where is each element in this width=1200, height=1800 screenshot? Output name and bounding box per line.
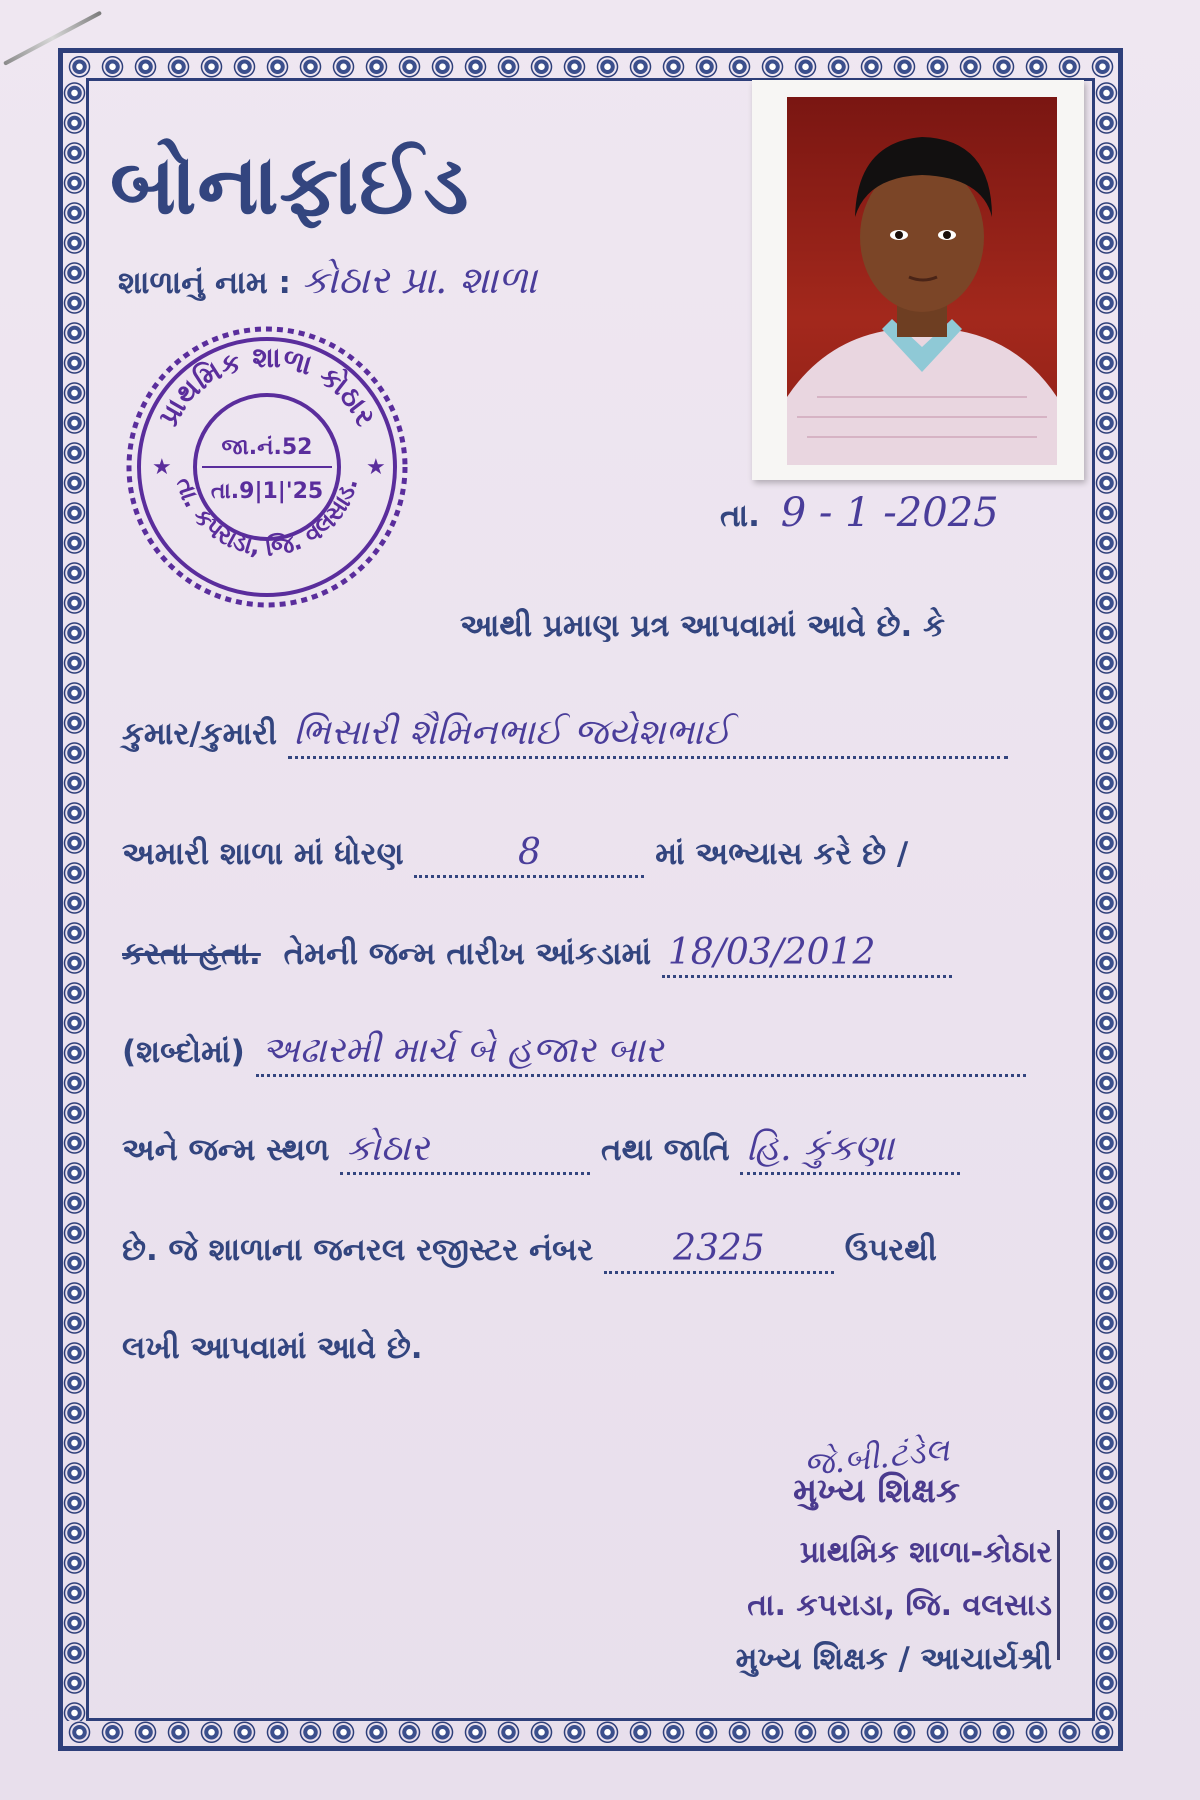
date-value: 9 - 1 -2025 (780, 490, 999, 536)
standard-row (122, 832, 908, 878)
signatory-location: તા. કપરાડા, જિ. વલસાડ (747, 1588, 1052, 1623)
caste-value: હિ. કુંકણા (740, 1128, 960, 1175)
school-stamp (122, 322, 412, 612)
studied-struck-text: કરતા હતા. (122, 936, 261, 972)
standard-suffix: માં અભ્યાસ કરે છે / (655, 836, 909, 872)
signatory-school: પ્રાથમિક શાળા-કોઠાર (799, 1535, 1052, 1570)
date-label: તા. (720, 498, 760, 534)
dob-value: 18/03/2012 (662, 932, 952, 978)
school-name-row (118, 258, 537, 303)
certificate-title: બોનાફાઈડ (110, 138, 470, 233)
stamp-star-left: ★ (152, 455, 172, 480)
birthplace-value: કોઠાર (340, 1128, 590, 1175)
birthplace-row (122, 1128, 960, 1175)
stamp-date: તા.9|1|'25 (210, 479, 324, 504)
dob-words-value: અઢારમી માર્ચ બે હજાર બાર (256, 1030, 1026, 1077)
register-suffix: ઉપરથી (844, 1232, 937, 1268)
student-name: ભિસારી શૈમિનભાઈ જયેશભાઈ (288, 712, 1008, 759)
stamp-star-right: ★ (366, 455, 386, 480)
stamp-seal (122, 322, 412, 612)
school-name-value: કોઠાર પ્રા. શાળા (301, 258, 537, 302)
student-label: કુમાર/કુમારી (122, 716, 277, 752)
signature-area (793, 1430, 960, 1511)
signatory-footer: મુખ્ય શિક્ષક / આચાર્યશ્રી (735, 1641, 1052, 1677)
stamp-ring-bottom: તા. કપરાડા, જિ. વલસાડ. (170, 474, 364, 562)
dob-words-label: (શબ્દોમાં) (122, 1034, 245, 1070)
register-number: 2325 (604, 1228, 834, 1274)
register-row (122, 1228, 937, 1274)
school-name-label: શાળાનું નામ : (118, 265, 291, 301)
handwritten-signature: જે.બી.ટંડેલ (801, 1430, 952, 1484)
intro-line: આથી પ્રમાણ પ્રત્ર આપવામાં આવે છે. કે (460, 608, 945, 644)
standard-label: અમારી શાળા માં ધોરણ (122, 836, 404, 872)
signature-role: મુખ્ય શિક્ષક (793, 1471, 960, 1511)
student-row (122, 712, 1008, 759)
stamp-ring-top: પ્રાથમિક શાળા કોઠાર (151, 340, 383, 432)
signatory-details (736, 1535, 1052, 1678)
stamp-inward-number: જા.નં.52 (221, 435, 313, 460)
dob-row (122, 932, 952, 978)
signature-bracket-line (1057, 1530, 1060, 1660)
student-photo (787, 97, 1057, 465)
standard-value: 8 (414, 832, 644, 878)
dob-label: તેમની જન્મ તારીખ આંકડામાં (283, 936, 652, 972)
caste-label: તથા જાતિ (601, 1132, 730, 1168)
dob-words-row (122, 1030, 1026, 1077)
student-portrait (787, 97, 1057, 465)
closing-line: લખી આપવામાં આવે છે. (122, 1330, 423, 1366)
register-prefix: છે. જે શાળાના જનરલ રજીસ્ટર નંબર (122, 1232, 594, 1268)
date-row (720, 490, 999, 536)
birthplace-label: અને જન્મ સ્થળ (122, 1132, 330, 1168)
